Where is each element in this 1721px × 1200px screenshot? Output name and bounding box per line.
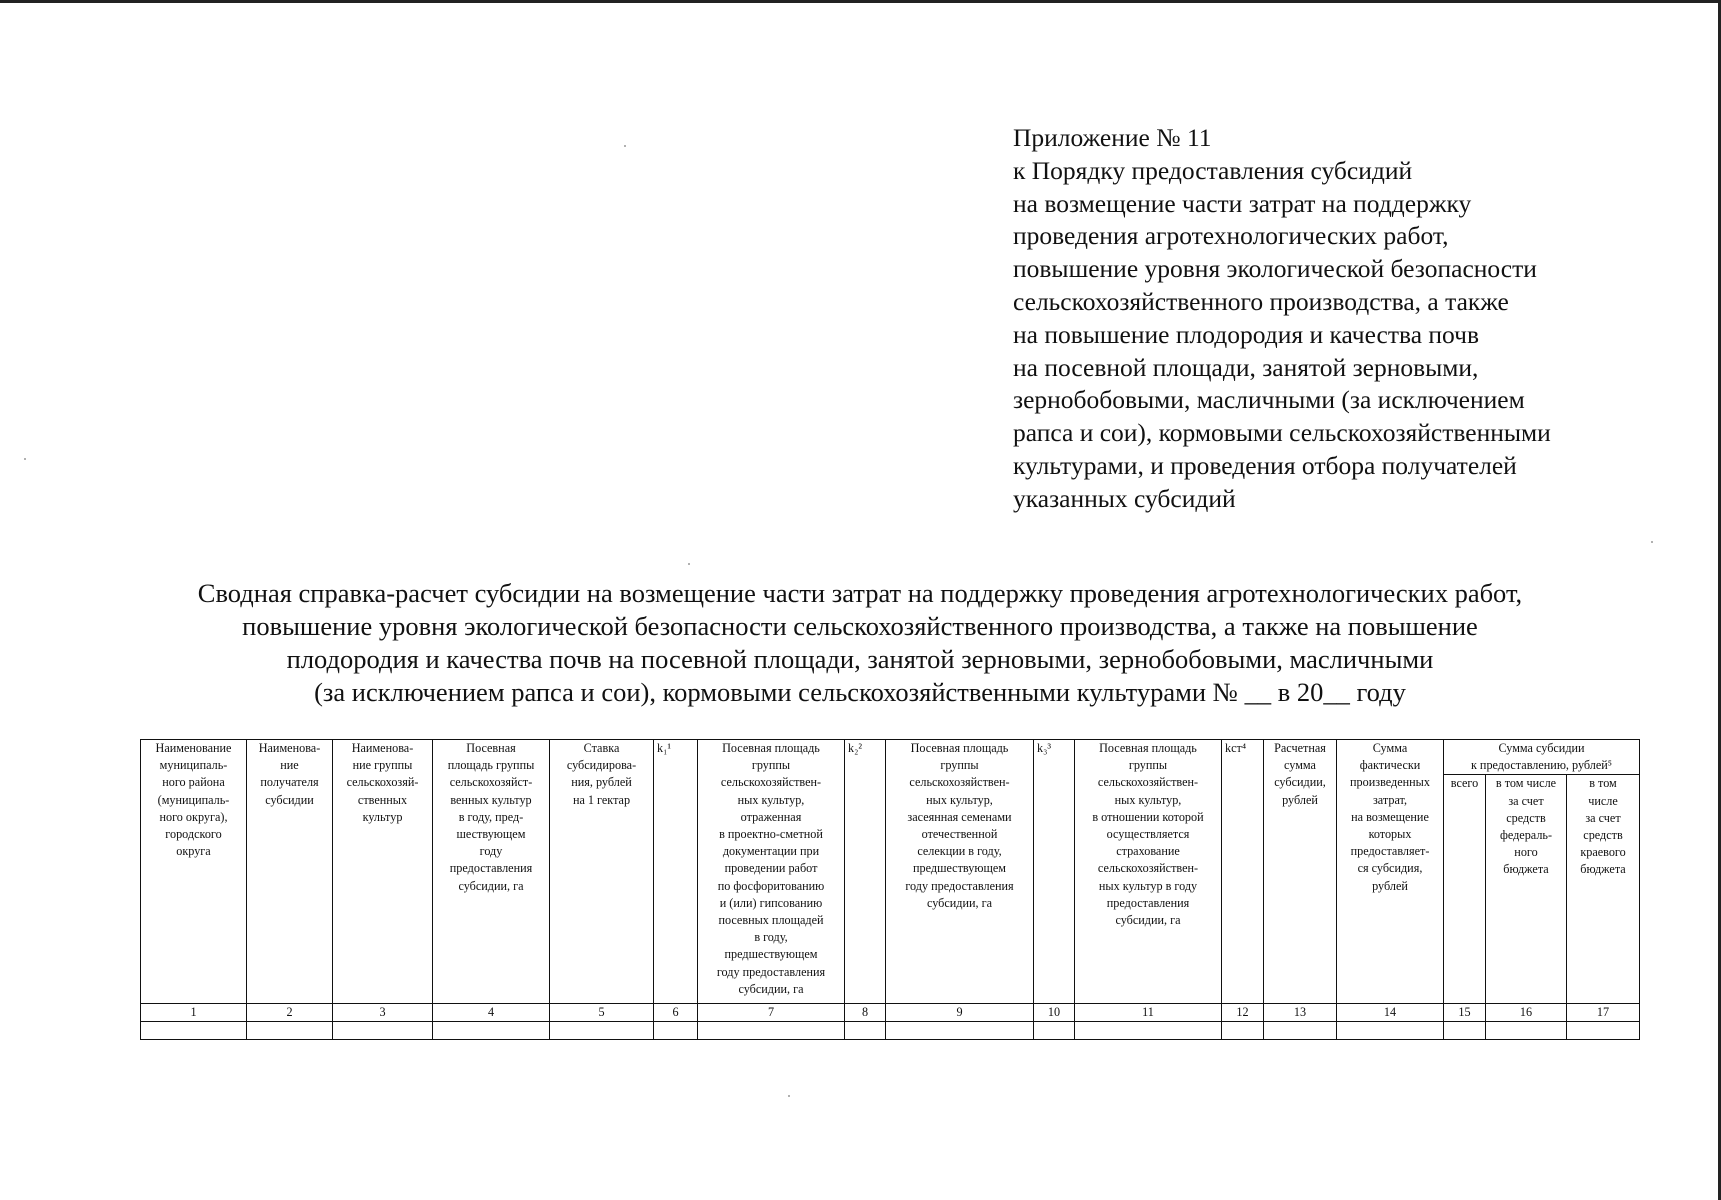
column-number: 8 — [845, 1004, 886, 1022]
subsidy-calculation-table — [140, 739, 1640, 1040]
title-line: повышение уровня экологической безопасности сельскохозяйственного производства, а также на повышение — [242, 611, 1478, 641]
column-number: 11 — [1075, 1004, 1222, 1022]
table-cell — [1075, 1022, 1222, 1040]
table-cell — [1264, 1022, 1337, 1040]
scan-speck — [24, 458, 26, 460]
col-header-municipality: Наименование муниципаль- ного района (муниципаль- ного округа), городского округа — [141, 740, 247, 1004]
column-number-row — [141, 1004, 1640, 1022]
scan-speck — [688, 563, 690, 565]
table-cell — [698, 1022, 845, 1040]
column-number: 1 — [141, 1004, 247, 1022]
appendix-line: на возмещение части затрат на поддержку — [1013, 188, 1472, 218]
col-header-k1: k₁¹ — [654, 740, 698, 1004]
col-header-crop-group: Наименова- ние группы сельскохозяй- ственных культур — [333, 740, 433, 1004]
table-cell — [247, 1022, 333, 1040]
table-cell — [845, 1022, 886, 1040]
col-header-k2: k₂² — [845, 740, 886, 1004]
col-header-subsidy-amount-group: Сумма субсидии к предоставлению, рублей⁵ — [1444, 740, 1640, 775]
col-header-recipient: Наименова- ние получателя субсидии — [247, 740, 333, 1004]
column-number: 14 — [1337, 1004, 1444, 1022]
column-number: 3 — [333, 1004, 433, 1022]
column-number: 13 — [1264, 1004, 1337, 1022]
title-line: плодородия и качества почв на посевной площади, занятой зерновыми, зернобобовыми, масличными — [286, 644, 1434, 674]
appendix-line: указанных субсидий — [1013, 483, 1236, 513]
table-cell — [433, 1022, 550, 1040]
appendix-line: проведения агротехнологических работ, — [1013, 221, 1449, 251]
column-number: 6 — [654, 1004, 698, 1022]
col-header-phosphate-area: Посевная площадь группы сельскохозяйствен- ных культур, отраженная в проектно-сметной документации при проведении работ по фосфоритованию и (или) гипсованию посевных площадей в году, предшествующем году предоставления субсидии, га — [698, 740, 845, 1004]
table-cell — [1444, 1022, 1486, 1040]
scan-speck — [624, 145, 626, 147]
table-cell — [1337, 1022, 1444, 1040]
table-cell — [550, 1022, 654, 1040]
appendix-line: рапса и сои), кормовыми сельскохозяйственными — [1013, 418, 1551, 448]
table-cell — [333, 1022, 433, 1040]
scan-speck — [788, 1095, 790, 1097]
table-cell — [654, 1022, 698, 1040]
column-number: 10 — [1034, 1004, 1075, 1022]
table-cell — [1034, 1022, 1075, 1040]
appendix-line: к Порядку предоставления субсидий — [1013, 155, 1413, 185]
col-header-k3: k₃³ — [1034, 740, 1075, 1004]
appendix-line: зернобобовыми, масличными (за исключением — [1013, 385, 1525, 415]
col-header-calculated-sum: Расчетная сумма субсидии, рублей — [1264, 740, 1337, 1004]
table-cell — [1486, 1022, 1567, 1040]
column-number: 9 — [886, 1004, 1034, 1022]
title-line: Сводная справка-расчет субсидии на возмещение части затрат на поддержку проведения агротехнологических работ, — [197, 578, 1523, 608]
appendix-line: сельскохозяйственного производства, а также — [1013, 286, 1509, 316]
table-cell — [1222, 1022, 1264, 1040]
header-row — [141, 740, 1640, 775]
col-header-insured-area: Посевная площадь группы сельскохозяйствен- ных культур, в отношении которой осуществляется страхование сельскохозяйствен- ных культур в году предоставления субсидии, га — [1075, 740, 1222, 1004]
table-cell — [141, 1022, 247, 1040]
column-number: 16 — [1486, 1004, 1567, 1022]
col-header-actual-costs: Сумма фактически произведенных затрат, на возмещение которых предоставляет- ся субсидия, рублей — [1337, 740, 1444, 1004]
column-number: 7 — [698, 1004, 845, 1022]
title-line: (за исключением рапса и сои), кормовыми сельскохозяйственными культурами № __ в 20__ году — [314, 677, 1406, 707]
column-number: 12 — [1222, 1004, 1264, 1022]
scan-speck — [1651, 541, 1653, 543]
col-header-domestic-seed-area: Посевная площадь группы сельскохозяйствен- ных культур, засеянная семенами отечественной селекции в году, предшествующем году предоставления субсидии, га — [886, 740, 1034, 1004]
column-number: 5 — [550, 1004, 654, 1022]
table-row — [141, 1022, 1640, 1040]
table-cell — [1567, 1022, 1640, 1040]
col-header-regional-budget: в том числе за счет средств краевого бюджета — [1567, 775, 1640, 1004]
appendix-line: на посевной площади, занятой зерновыми, — [1013, 352, 1479, 382]
column-number: 4 — [433, 1004, 550, 1022]
appendix-line: на повышение плодородия и качества почв — [1013, 319, 1480, 349]
page-top-edge — [0, 0, 1721, 3]
column-number: 17 — [1567, 1004, 1640, 1022]
col-header-subsidy-rate: Ставка субсидирова- ния, рублей на 1 гектар — [550, 740, 654, 1004]
col-header-sown-area: Посевная площадь группы сельскохозяйст- венных культур в году, пред- шествующем году предоставления субсидии, га — [433, 740, 550, 1004]
document-title — [60, 577, 1660, 709]
appendix-heading — [1013, 122, 1653, 516]
appendix-line: повышение уровня экологической безопасности — [1013, 254, 1537, 284]
column-number: 2 — [247, 1004, 333, 1022]
col-header-kst: kст⁴ — [1222, 740, 1264, 1004]
table-cell — [886, 1022, 1034, 1040]
col-header-federal-budget: в том числе за счет средств федераль- ного бюджета — [1486, 775, 1567, 1004]
column-number: 15 — [1444, 1004, 1486, 1022]
col-header-total: всего — [1444, 775, 1486, 1004]
appendix-line: культурами, и проведения отбора получателей — [1013, 450, 1517, 480]
appendix-line: Приложение № 11 — [1013, 123, 1212, 152]
